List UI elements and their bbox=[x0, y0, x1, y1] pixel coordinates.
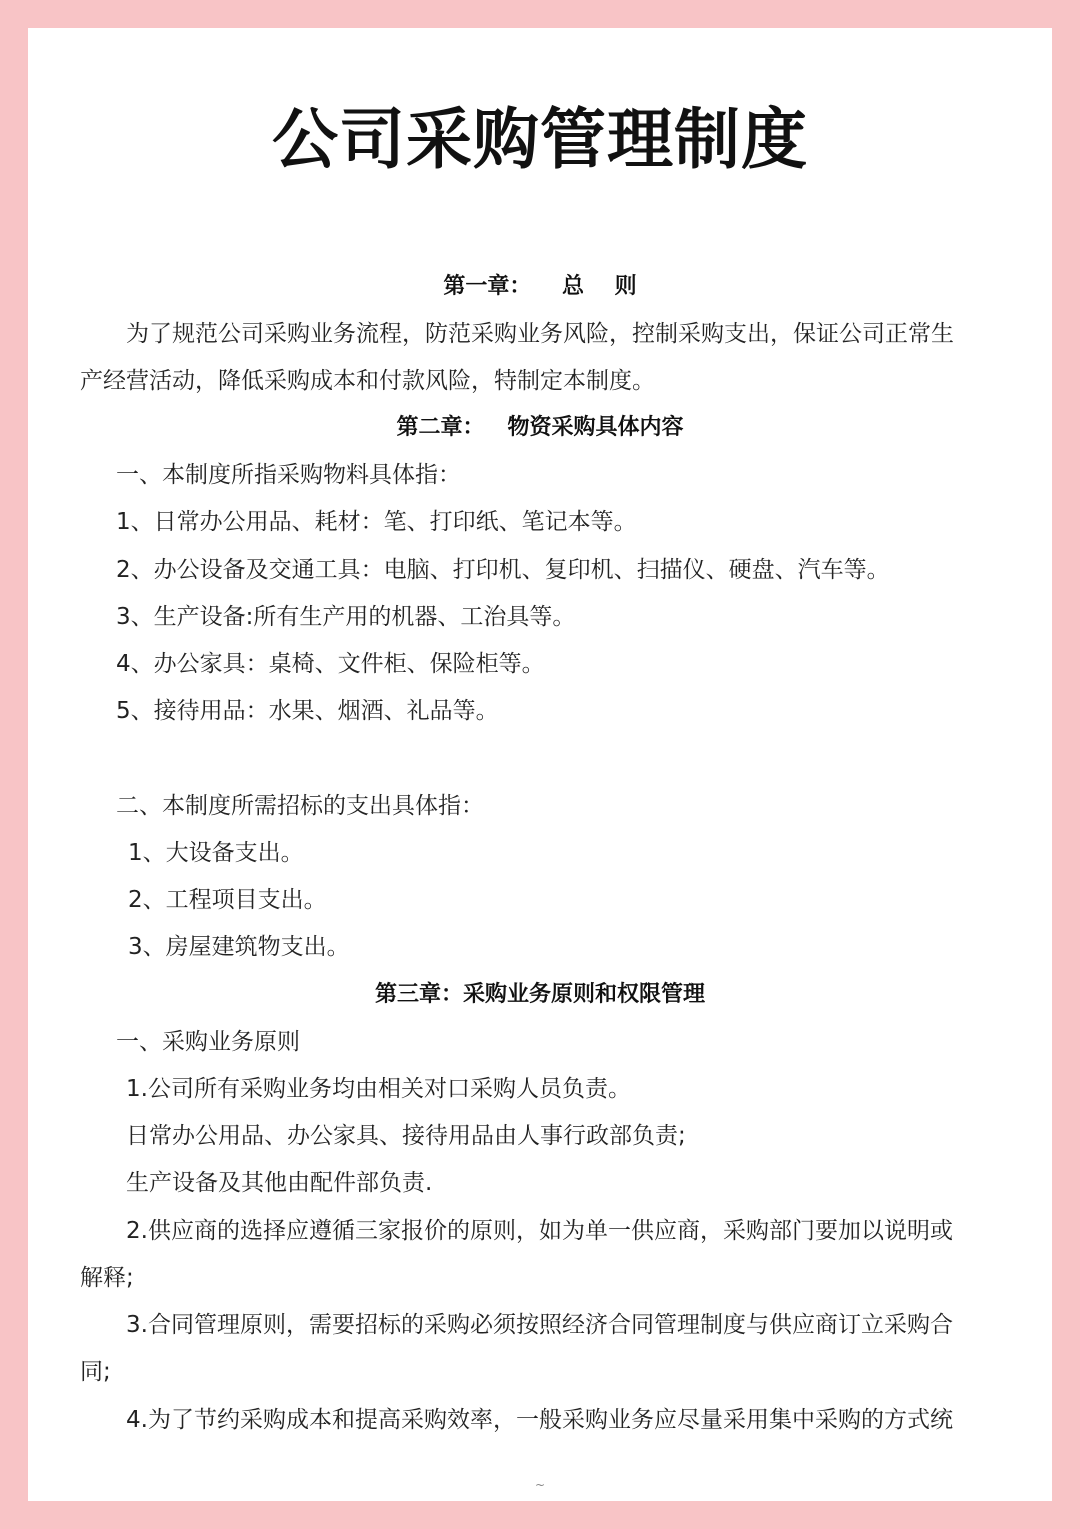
chapter1-paragraph-line2: 产经营活动，降低采购成本和付款风险，特制定本制度。 bbox=[80, 368, 655, 394]
chapter2-section1-title: 一、本制度所指采购物料具体指： bbox=[116, 462, 461, 488]
chapter3-line-4: 2.供应商的选择应遵循三家报价的原则，如为单一供应商，采购部门要加以说明或 bbox=[126, 1218, 953, 1244]
chapter3-heading: 第三章：采购业务原则和权限管理 bbox=[374, 982, 705, 1007]
chapter2-section1-item-4: 4、办公家具：桌椅、文件柜、保险柜等。 bbox=[116, 651, 545, 677]
chapter2-section1-item-3: 3、生产设备:所有生产用的机器、工治具等。 bbox=[116, 604, 576, 630]
chapter3-line-5: 解释; bbox=[80, 1265, 134, 1291]
chapter2-heading: 第二章： 物资采购具体内容 bbox=[396, 415, 684, 440]
chapter2-section1-item-2: 2、办公设备及交通工具：电脑、打印机、复印机、扫描仪、硬盘、汽车等。 bbox=[116, 557, 890, 583]
chapter3-line-6: 3.合同管理原则，需要招标的采购必须按照经济合同管理制度与供应商订立采购合 bbox=[126, 1312, 953, 1338]
chapter2-section2-item-2: 2、工程项目支出。 bbox=[128, 887, 327, 913]
chapter2-section2-title: 二、本制度所需招标的支出具体指： bbox=[116, 793, 484, 819]
chapter3-line-3: 生产设备及其他由配件部负责. bbox=[126, 1170, 433, 1196]
chapter3-line-7: 同; bbox=[80, 1359, 111, 1385]
chapter3-line-8: 4.为了节约采购成本和提高采购效率，一般采购业务应尽量采用集中采购的方式统 bbox=[126, 1407, 953, 1433]
chapter2-section2-item-3: 3、房屋建筑物支出。 bbox=[128, 934, 350, 960]
chapter2-section1-item-5: 5、接待用品：水果、烟酒、礼品等。 bbox=[116, 698, 499, 724]
document-page bbox=[28, 28, 1052, 1501]
chapter3-section1-title: 一、采购业务原则 bbox=[116, 1029, 300, 1055]
chapter1-heading: 第一章： 总 则 bbox=[443, 274, 637, 299]
document-title: 公司采购管理制度 bbox=[272, 101, 808, 178]
page-mark: ~ bbox=[534, 1478, 546, 1492]
chapter3-line-2: 日常办公用品、办公家具、接待用品由人事行政部负责; bbox=[126, 1123, 686, 1149]
chapter2-section1-item-1: 1、日常办公用品、耗材：笔、打印纸、笔记本等。 bbox=[116, 509, 637, 535]
chapter2-section2-item-1: 1、大设备支出。 bbox=[128, 840, 304, 866]
chapter3-line-1: 1.公司所有采购业务均由相关对口采购人员负责。 bbox=[126, 1076, 631, 1102]
chapter1-paragraph-line1: 为了规范公司采购业务流程，防范采购业务风险，控制采购支出，保证公司正常生 bbox=[126, 321, 954, 347]
